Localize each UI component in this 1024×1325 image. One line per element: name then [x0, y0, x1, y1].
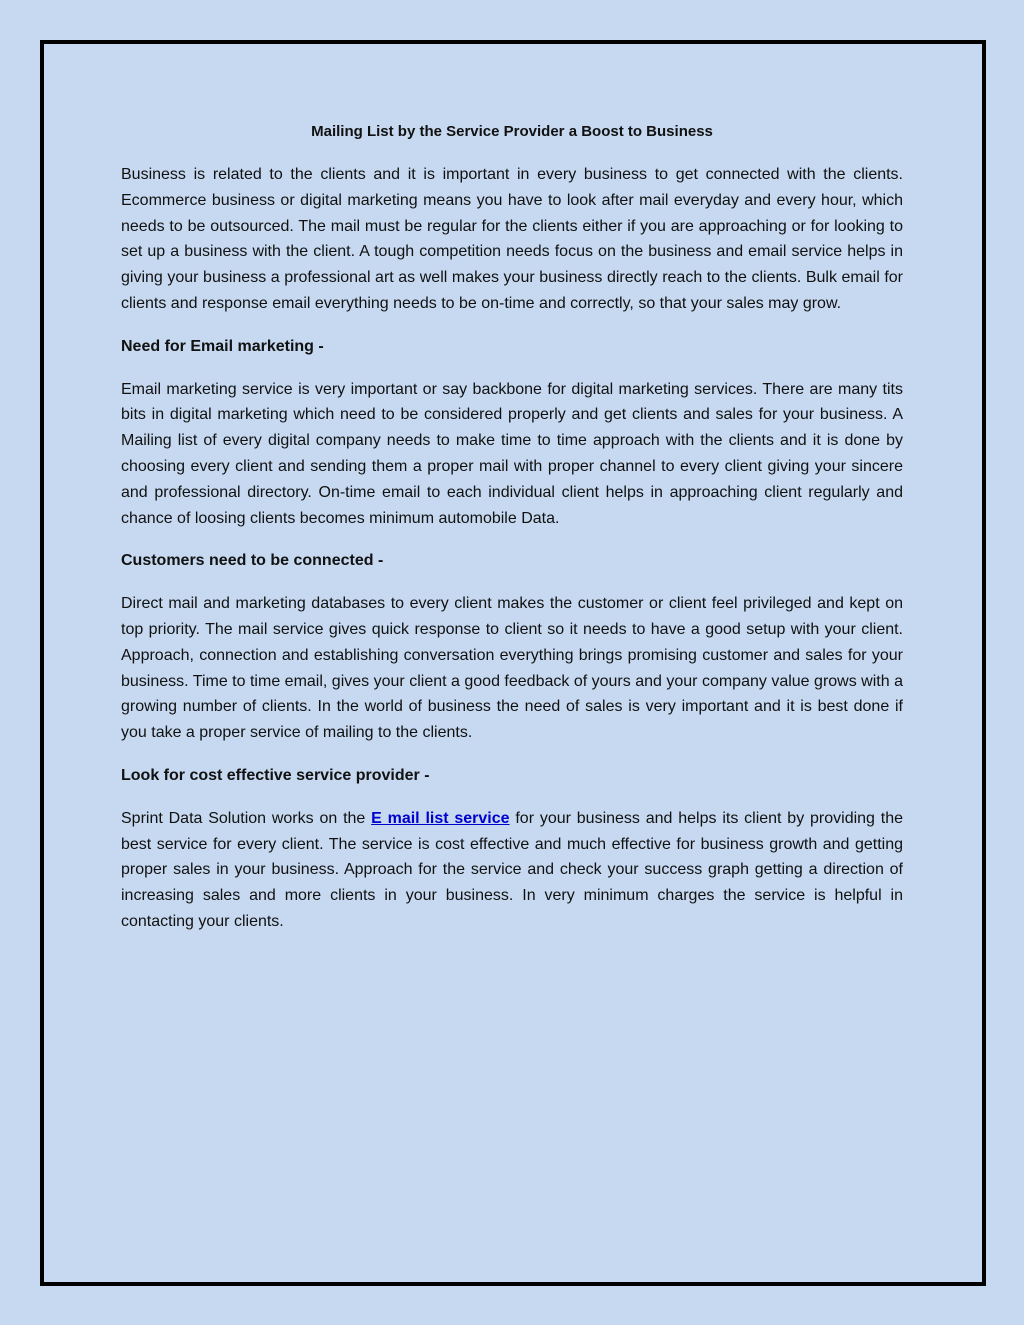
document-title: Mailing List by the Service Provider a Boost to Business [311, 123, 713, 140]
section-body-email-marketing: Email marketing service is very important or say backbone for digital marketing services. There are many tits bits in digital marketing which need to be considered properly and get clients and sales for your business. A Mailing list of every digital company needs to make time to time approach with the clients and it is done by choosing every client and sending them a proper mail with proper channel to every client giving your sincere and professional directory. On-time email to each individual client helps in approaching client regularly and chance of loosing clients becomes minimum automobile Data. [121, 380, 903, 527]
body-text-before-link: Sprint Data Solution works on the [121, 809, 372, 827]
section-body-cost-effective [121, 806, 903, 935]
section-heading-email-marketing: Need for Email marketing - [121, 337, 324, 355]
email-list-service-link[interactable]: E mail list service [371, 809, 510, 827]
body-text-after-link: for your business and helps its client by providing the best service for every client. The service is cost effective and much effective for business growth and getting proper sales in your business. Approach for the service and check your success graph getting a direction of increasing sales and more clients in your business. In very minimum charges the service is helpful in contacting your clients. [121, 809, 904, 930]
section-heading-cost-effective: Look for cost effective service provider - [121, 766, 430, 784]
section-heading-customers-connected: Customers need to be connected - [121, 552, 384, 570]
intro-paragraph: Business is related to the clients and it is important in every business to get connected with the clients. Ecommerce business or digital marketing means you have to look after mail everyday and every hour, which needs to be outsourced. The mail must be regular for the clients either if you are approaching or for looking to set up a business with the client. A tough competition needs focus on the business and email service helps in giving your business a professional art as well makes your business directly reach to the clients. Bulk email for clients and response email everything needs to be on-time and correctly, so that your sales may grow. [121, 166, 903, 312]
section-body-customers-connected: Direct mail and marketing databases to every client makes the customer or client feel privileged and kept on top priority. The mail service gives quick response to client so it needs to have a good setup with your client. Approach, connection and establishing conversation everything brings promising customer and sales for your business. Time to time email, gives your client a good feedback of yours and your company value grows with a growing number of clients. In the world of business the need of sales is very important and it is best done if you take a proper service of mailing to the clients. [121, 595, 903, 742]
document-body [121, 120, 903, 952]
